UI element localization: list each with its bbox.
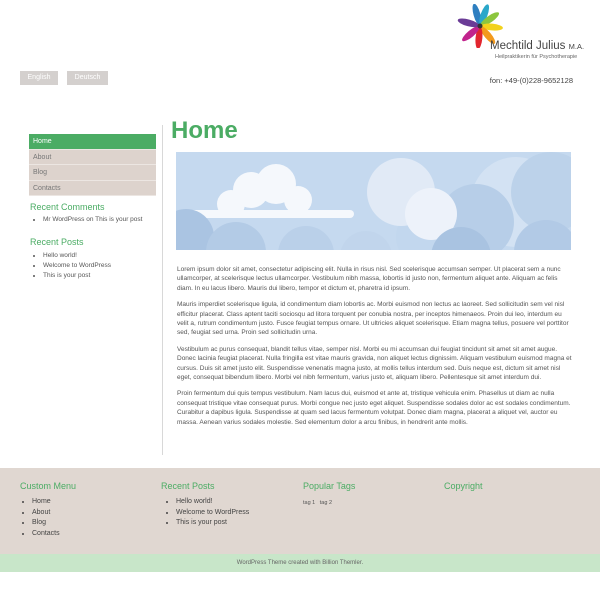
footer-post-item[interactable]: • This is your post	[176, 518, 249, 529]
recent-post-item[interactable]: • This is your post	[43, 271, 111, 281]
nav-item-contacts[interactable]: Contacts	[29, 181, 156, 197]
nav-item-about[interactable]: About	[29, 150, 156, 166]
paragraph: Mauris imperdiet scelerisque ligula, id condimentum diam lobortis ac. Morbi euismod non lectus ac laoreet. Sed sollicitudin sem vel nisl efficitur placerat. Class aptent taciti sociosqu ad litora torquent per conubia nostra, per inceptos himenaeos. Proin dui leo, interdum eu velit a, rutrum condimentum justo. Fusce feugiat tempus ornare. Ut ultricies aliquet scelerisque. Etiam magna tellus, posuere vel porttitor sed, feugiat sed urna. Proin sed sollicitudin urna.	[177, 301, 569, 337]
nav-item-blog[interactable]: Blog	[29, 165, 156, 181]
footer-popular-tags-heading: Popular Tags	[303, 481, 356, 491]
recent-comments-heading: Recent Comments	[30, 202, 105, 212]
footer-menu-item-blog[interactable]: • Blog	[32, 518, 60, 529]
recent-posts-heading: Recent Posts	[30, 237, 84, 247]
nav-item-home[interactable]: Home	[29, 134, 156, 150]
footer-menu-item-about[interactable]: • About	[32, 508, 60, 519]
paragraph: Vestibulum ac purus consequat, blandit tellus vitae, semper nisl. Morbi eu mi accumsan dui feugiat tincidunt sit amet sit amet augue. Donec lacinia feugiat placerat. Nulla fringilla est vitae mauris gravida, non aliquet lectus dignissim. Aliquam vestibulum euismod magna et cursus. Duis sit amet justo elit. Suspendisse venenatis magna justo, at mollis tellus interdum sed. Duis neque est, dictum sit amet nisl eget, consequat bibendum libero. Morbi vel nibh fermentum, varius justo et, aliquam libero. Pellentesque sit amet interdum dui.	[177, 345, 572, 382]
theme-credit-bar	[0, 554, 600, 572]
site-logo[interactable]	[455, 4, 595, 62]
footer-custom-menu-heading: Custom Menu	[20, 481, 77, 491]
theme-credit-text: WordPress Theme created with Billion Themler.	[236, 560, 364, 566]
phone-number: fon: +49-(0)228-9652128	[489, 76, 573, 85]
recent-comments-list	[43, 215, 142, 225]
footer-post-item[interactable]: • Welcome to WordPress	[176, 508, 249, 519]
page-title: Home	[171, 117, 238, 144]
recent-posts-list	[43, 251, 111, 281]
paragraph: Lorem ipsum dolor sit amet, consectetur adipiscing elit. Nulla in risus nisl. Sed scelerisque accumsan semper. Ut placerat sem a nunc ullamcorper, at scelerisque lectus ullamcorper. Vestibulum nibh massa, lobortis id justo non, fermentum aliquet ante. Aliquam ac felis diam. In eu lacus libero. Mauris dui libero, tempor et dictum et, pharetra id ipsum.	[177, 266, 561, 292]
footer-menu-item-contacts[interactable]: • Contacts	[32, 529, 60, 540]
footer-post-item[interactable]: • Hello world!	[176, 497, 249, 508]
footer-recent-posts	[176, 497, 249, 529]
recent-comment-item[interactable]: • Mr WordPress on This is your post	[43, 215, 142, 225]
footer-menu-item-home[interactable]: • Home	[32, 497, 60, 508]
tag-link[interactable]: tag 1	[303, 500, 316, 506]
footer-recent-posts-heading: Recent Posts	[161, 481, 215, 491]
logo-name: Mechtild Julius M.A.	[490, 40, 585, 52]
footer-copyright-heading: Copyright	[444, 481, 483, 491]
tag-cloud	[303, 500, 335, 506]
sidebar-nav	[29, 134, 156, 196]
tag-link[interactable]: tag 2	[319, 500, 332, 506]
footer	[0, 468, 600, 554]
language-english-button[interactable]: English	[20, 71, 58, 85]
footer-custom-menu	[32, 497, 60, 539]
post-content	[177, 265, 572, 434]
logo-subtitle: Heilpraktikerin für Psychotherapie	[495, 54, 578, 60]
sky-banner-image	[176, 152, 571, 250]
recent-post-item[interactable]: • Welcome to WordPress	[43, 261, 111, 271]
paragraph: Proin fermentum dui quis tempus vestibulum. Nam lacus dui, euismod et ante at, tristique vehicula enim. Phasellus ut diam ac nulla consequat tristique vitae consequat purus. Morbi congue nec justo eget aliquet. Suspendisse sodales dolor ac est sodales condimentum. Curabitur a dapibus ligula. Suspendisse at quam sed lacus fermentum volutpat. Donec diam magna, placerat a aliquet vel, auctor eu massa. Aenean varius sodales molestie. Sed elementum dolor a arcu finibus, in hendrerit ante mollis.	[177, 390, 571, 426]
content-divider	[162, 125, 163, 455]
recent-post-item[interactable]: • Hello world!	[43, 251, 111, 261]
language-deutsch-button[interactable]: Deutsch	[67, 71, 108, 85]
